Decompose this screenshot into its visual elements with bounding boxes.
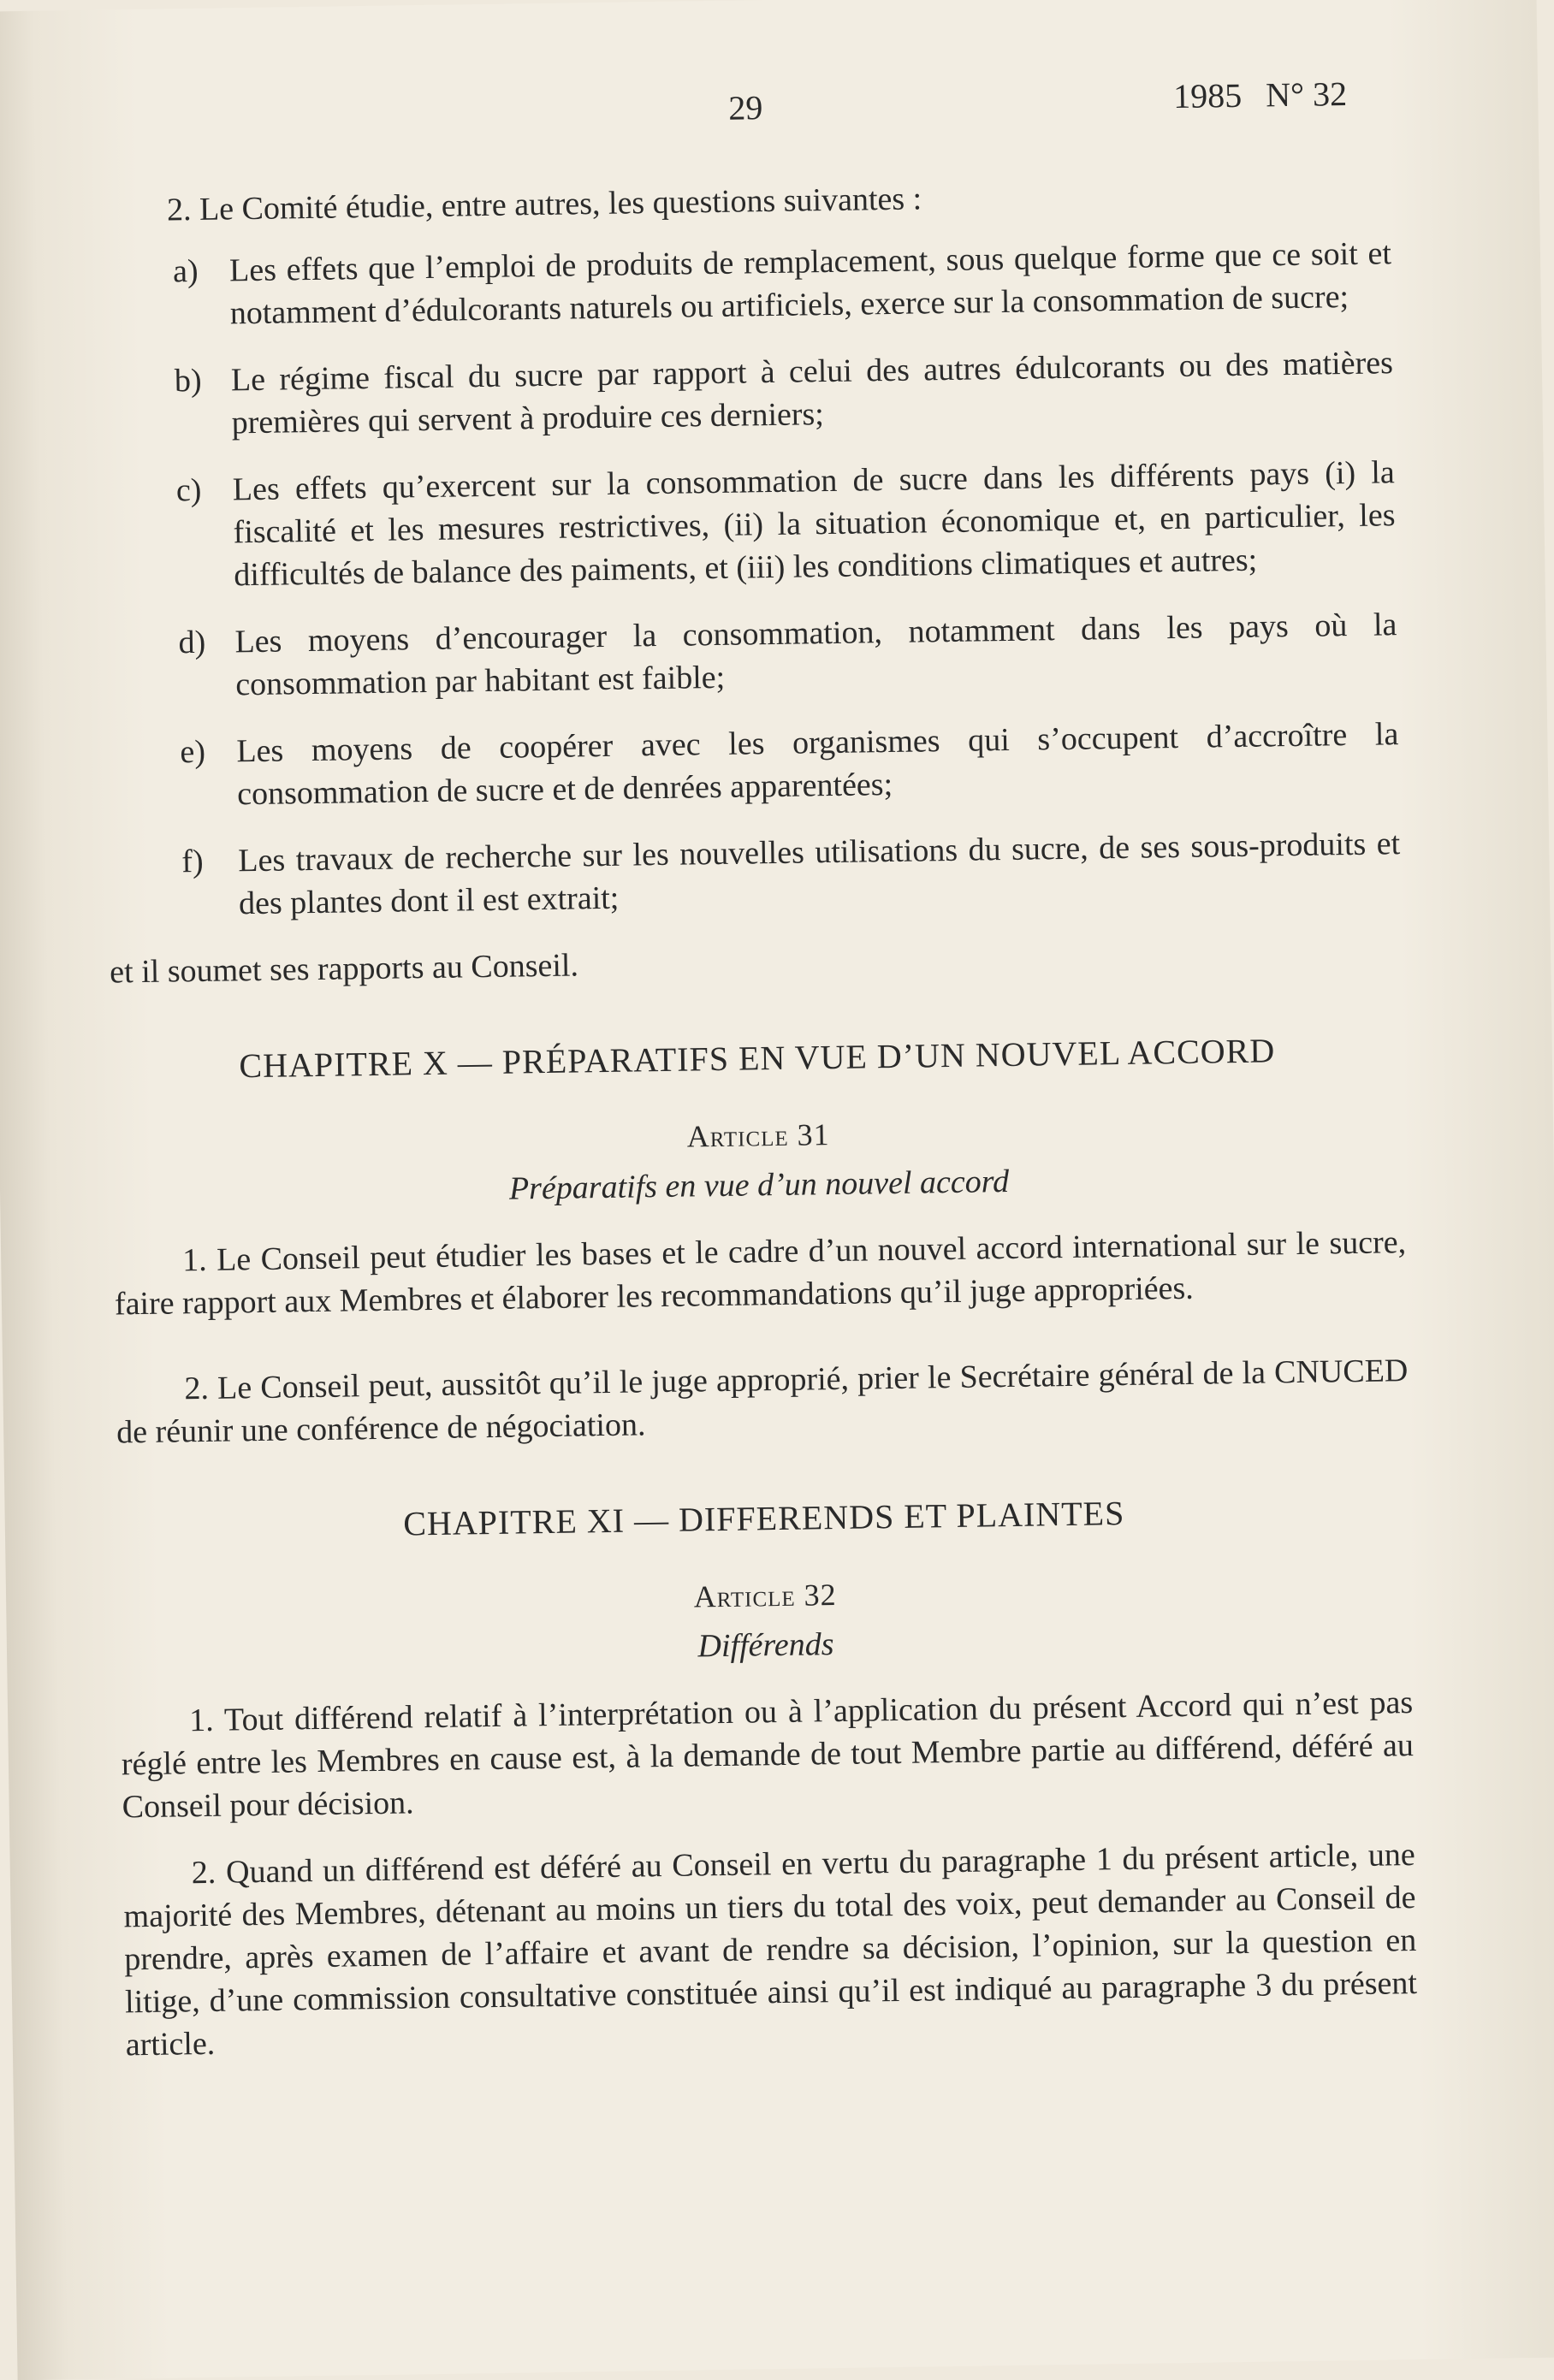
intro-paragraph: 2. Le Comité étudie, entre autres, les questions suivantes : <box>166 181 922 228</box>
article-32-label: Article 32 <box>693 1578 837 1614</box>
article-32-paragraph-1: 1. Tout différend relatif à l’interprétation ou à l’application du présent Accord qui n’est pas réglé entre les Membres en cause est, à la demande de tout Membre partie au différend, déféré au Conseil pour décision. <box>121 1684 1415 1826</box>
article-32-title: Différends <box>697 1626 834 1665</box>
list-item-letter: c) <box>175 471 202 509</box>
list-item-text: Les effets qu’exercent sur la consommation de sucre dans les différents pays (i) la fiscalité et les mesures restrictives, (ii) la situation économique et, en particulier, les difficultés de balance des paiments, et (iii) les conditions climatiques et autres; <box>232 454 1396 594</box>
list-item <box>104 603 1397 707</box>
article-31-title: Préparatifs en vue d’un nouvel accord <box>508 1163 1010 1207</box>
page-body <box>98 170 1418 2066</box>
list-item-text: Les travaux de recherche sur les nouvelles utilisations du sucre, de ses sous-produits et des plantes dont il est extrait; <box>238 826 1401 922</box>
list-item-text: Le régime fiscal du sucre par rapport à celui des autres édulcorants ou des matières premières qui servent à produire ces derniers; <box>230 345 1394 441</box>
page-header <box>0 68 1539 142</box>
list-item-letter: a) <box>172 252 199 290</box>
article-31-label: Article 31 <box>686 1117 830 1154</box>
article-31-paragraph-1: 1. Le Conseil peut étudier les bases et le cadre d’un nouvel accord international sur le sucre, faire rapport aux Membres et élaborer les recommandations qu’il juge appropriées. <box>114 1224 1407 1323</box>
list-item-letter: e) <box>180 733 206 771</box>
list-item-letter: b) <box>174 362 202 400</box>
list-item <box>108 822 1401 927</box>
list-item <box>101 341 1394 446</box>
list-item-letter: f) <box>181 843 204 880</box>
list-item-text: Les moyens d’encourager la consommation, notamment dans les pays où la consommation par habitant est faible; <box>234 607 1397 703</box>
list-item <box>103 451 1397 598</box>
closing-paragraph: et il soumet ses rapports au Conseil. <box>109 947 579 991</box>
chapter-x-heading: CHAPITRE X — PRÉPARATIFS EN VUE D’UN NOUVEL ACCORD <box>239 1031 1276 1086</box>
article-32-paragraph-2: 2. Quand un différend est déféré au Conseil en vertu du paragraphe 1 du présent article, une majorité des Membres, détenant au moins un tiers du total des voix, peut demander au Conseil de prendre, après examen de l’affaire et avant de rendre sa décision, l’opinion, sur la question en litige, d’une commission consultative constituée ainsi qu’il est indiqué au paragraphe 3 du présent article. <box>123 1837 1418 2063</box>
list-item-letter: d) <box>178 624 206 661</box>
document-reference <box>1173 74 1348 116</box>
chapter-xi-heading: CHAPITRE XI — DIFFERENDS ET PLAINTES <box>402 1494 1125 1543</box>
page-number: 29 <box>727 88 763 127</box>
list-item <box>99 232 1392 336</box>
list-item-text: Les moyens de coopérer avec les organismes qui s’occupent d’accroître la consommation de sucre et de denrées apparentées; <box>236 716 1399 813</box>
list-item <box>106 713 1399 817</box>
list-item-text: Les effets que l’emploi de produits de remplacement, sous quelque forme que ce soit et notamment d’édulcorants naturels ou artificiels, exerce sur la consommation de sucre; <box>228 235 1392 332</box>
document-year: 1985 <box>1172 75 1243 115</box>
article-31-paragraph-2: 2. Le Conseil peut, aussitôt qu’il le juge approprié, prier le Secrétaire général de la CNUCED de réunir une conférence de négociation. <box>116 1353 1409 1451</box>
question-list <box>99 232 1402 927</box>
document-number: N° 32 <box>1265 74 1348 115</box>
